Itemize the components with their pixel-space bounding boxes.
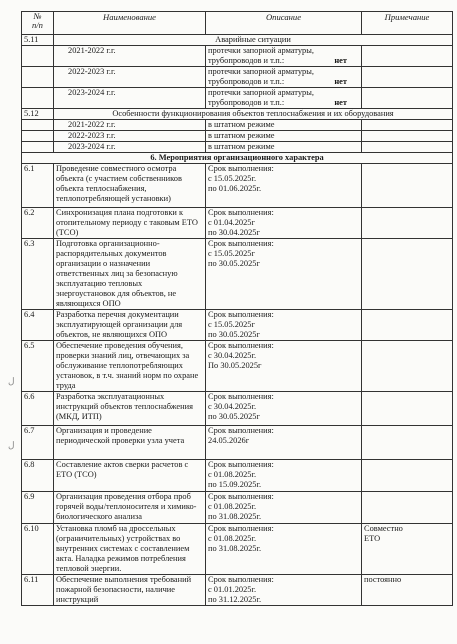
table-row xyxy=(22,524,453,575)
table-row xyxy=(22,208,453,239)
margin-mark: ل xyxy=(8,440,15,450)
header-name: Наименование xyxy=(54,12,206,35)
item-num: 6.3 xyxy=(22,239,54,310)
margin-mark: ل xyxy=(8,376,15,386)
item-note xyxy=(362,208,453,239)
header-desc: Описание xyxy=(206,12,362,35)
item-num: 6.10 xyxy=(22,524,54,575)
section-512-num: 5.12 xyxy=(22,109,54,120)
header-num: № п/п xyxy=(22,12,54,35)
section-512-row xyxy=(22,109,453,120)
s512-desc: в штатном режиме xyxy=(206,131,362,142)
item-num: 6.2 xyxy=(22,208,54,239)
item-note xyxy=(362,426,453,460)
s511-row xyxy=(22,67,453,88)
item-note xyxy=(362,492,453,524)
item-num: 6.4 xyxy=(22,310,54,341)
s511-year: 2022-2023 г.г. xyxy=(54,67,206,88)
item-num: 6.8 xyxy=(22,460,54,492)
item-note xyxy=(362,164,453,208)
s512-desc: в штатном режиме xyxy=(206,142,362,153)
table-row xyxy=(22,341,453,392)
item-desc: Срок выполнения: с 30.04.2025г. по 30.05.2025г xyxy=(206,392,362,426)
item-note xyxy=(362,460,453,492)
s511-result: нет xyxy=(334,77,347,86)
s511-desc: протечки запорной арматуры, трубопроводов и т.п.: нет xyxy=(206,67,362,88)
table-row xyxy=(22,392,453,426)
item-name: Синхронизация плана подготовки к отопительному периоду с таковым ЕТО (ТСО) xyxy=(54,208,206,239)
s512-year: 2023-2024 г.г. xyxy=(54,142,206,153)
item-num: 6.9 xyxy=(22,492,54,524)
item-num: 6.1 xyxy=(22,164,54,208)
section-6-title: 6. Мероприятия организационного характера xyxy=(22,153,453,164)
item-name: Составление актов сверки расчетов с ЕТО (ТСО) xyxy=(54,460,206,492)
item-note xyxy=(362,310,453,341)
item-name: Проведение совместного осмотра объекта (с участием собственников объекта теплоснабжения, теплопотребляющей установки) xyxy=(54,164,206,208)
s512-year: 2021-2022 г.г. xyxy=(54,120,206,131)
item-desc: Срок выполнения: с 01.08.2025г. по 31.08.2025г. xyxy=(206,492,362,524)
section-512-title: Особенности функционирования объектов теплоснабжения и их оборудования xyxy=(54,109,453,120)
item-num: 6.11 xyxy=(22,575,54,606)
item-num: 6.7 xyxy=(22,426,54,460)
table-row xyxy=(22,426,453,460)
section-6-row xyxy=(22,153,453,164)
plan-table xyxy=(21,11,453,606)
item-note: Совместно ЕТО xyxy=(362,524,453,575)
s511-desc: протечки запорной арматуры, трубопроводов и т.п.: нет xyxy=(206,46,362,67)
item-note xyxy=(362,341,453,392)
s511-result: нет xyxy=(334,98,347,107)
item-name: Подготовка организационно-распорядительных документов организации о назначении ответственных лиц за безопасную эксплуатацию тепловых энергоустановок для объектов, не являющихся ОПО xyxy=(54,239,206,310)
s512-row xyxy=(22,142,453,153)
item-name: Обеспечение выполнения требований пожарной безопасности, наличие инструкций xyxy=(54,575,206,606)
table-row xyxy=(22,310,453,341)
section-511-title: Аварийные ситуации xyxy=(54,35,453,46)
table-header xyxy=(22,12,453,35)
s511-result: нет xyxy=(334,56,347,65)
item-desc: Срок выполнения: с 01.08.2025г. по 15.09.2025г. xyxy=(206,460,362,492)
s512-year: 2022-2023 г.г. xyxy=(54,131,206,142)
item-name: Организация проведения отбора проб горячей воды/теплоносителя и химико-биологического анализа xyxy=(54,492,206,524)
s511-row xyxy=(22,46,453,67)
s512-desc: в штатном режиме xyxy=(206,120,362,131)
item-name: Организация и проведение периодической проверки узла учета xyxy=(54,426,206,460)
item-desc: Срок выполнения: с 30.04.2025г. По 30.05.2025г xyxy=(206,341,362,392)
table-row xyxy=(22,575,453,606)
item-desc: Срок выполнения: с 01.04.2025г по 30.04.2025г xyxy=(206,208,362,239)
s512-row xyxy=(22,120,453,131)
item-desc: Срок выполнения: с 01.08.2025г. по 31.08.2025г. xyxy=(206,524,362,575)
item-desc: Срок выполнения: с 01.01.2025г. по 31.12.2025г. xyxy=(206,575,362,606)
table-row xyxy=(22,164,453,208)
header-note: Примечание xyxy=(362,12,453,35)
s511-desc: протечки запорной арматуры, трубопроводов и т.п.: нет xyxy=(206,88,362,109)
item-name: Разработка перечня документации эксплуатирующей организации для объектов, не являющихся ОПО xyxy=(54,310,206,341)
item-note xyxy=(362,239,453,310)
s511-year: 2021-2022 г.г. xyxy=(54,46,206,67)
item-note: постоянно xyxy=(362,575,453,606)
item-desc: Срок выполнения: с 15.05.2025г по 30.05.2025г xyxy=(206,239,362,310)
item-desc: Срок выполнения: 24.05.2026г xyxy=(206,426,362,460)
item-desc: Срок выполнения: с 15.05.2025г по 30.05.2025г xyxy=(206,310,362,341)
section-511-row xyxy=(22,35,453,46)
item-name: Обеспечение проведения обучения, проверки знаний лиц, отвечающих за обслуживание теплопотребляющих установок, в т.ч. знаний норм по охране труда xyxy=(54,341,206,392)
item-num: 6.6 xyxy=(22,392,54,426)
s511-row xyxy=(22,88,453,109)
item-name: Установка пломб на дроссельных (ограничительных) устройствах во внутренних системах с составлением акта. Наладка режимов потребления тепловой энергии. xyxy=(54,524,206,575)
section-511-num: 5.11 xyxy=(22,35,54,46)
item-desc: Срок выполнения: с 15.05.2025г. по 01.06.2025г. xyxy=(206,164,362,208)
table-row xyxy=(22,492,453,524)
item-num: 6.5 xyxy=(22,341,54,392)
item-name: Разработка эксплуатационных инструкций объектов теплоснабжения (МКД, ИТП) xyxy=(54,392,206,426)
s512-row xyxy=(22,131,453,142)
item-note xyxy=(362,392,453,426)
table-row xyxy=(22,460,453,492)
s511-year: 2023-2024 г.г. xyxy=(54,88,206,109)
table-row xyxy=(22,239,453,310)
